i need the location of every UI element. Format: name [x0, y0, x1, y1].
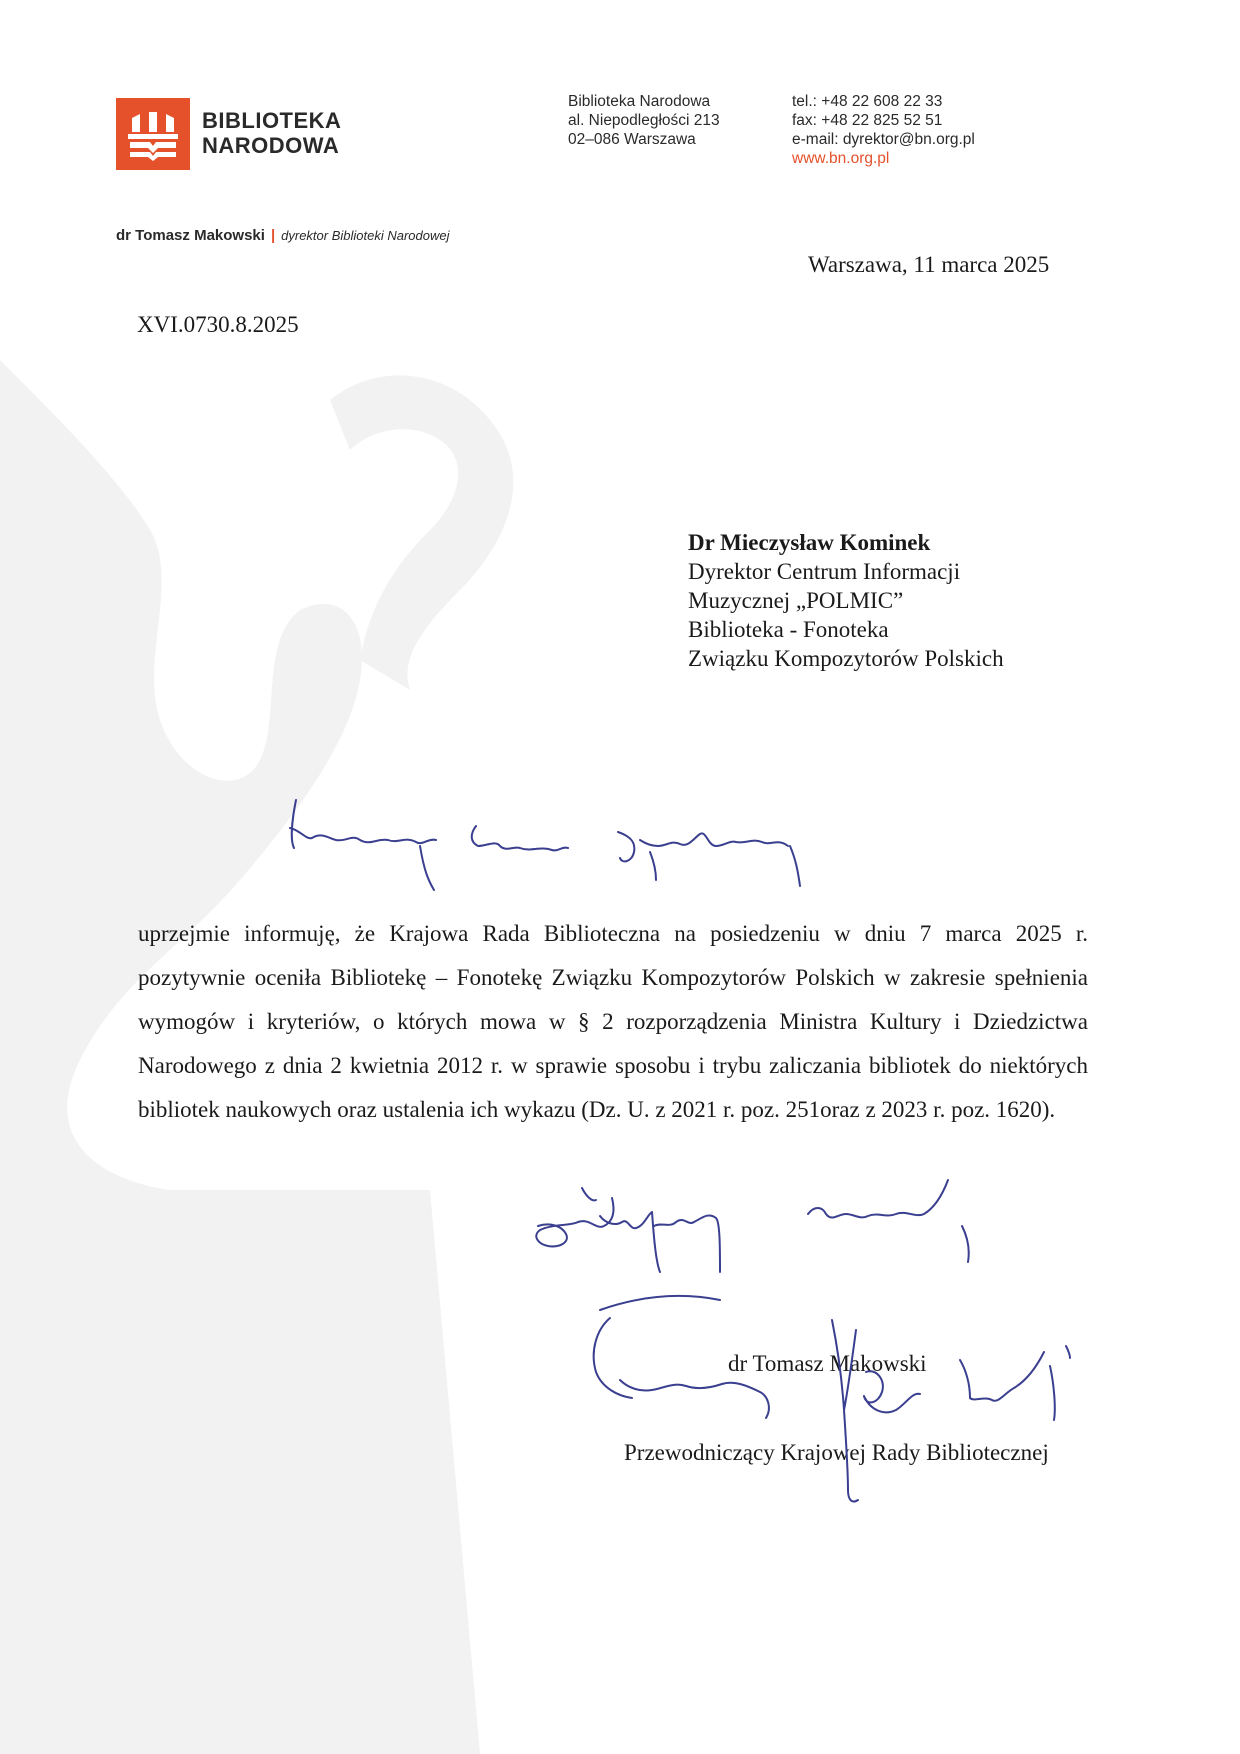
address-line: 02–086 Warszawa	[568, 131, 696, 148]
reference-number: XVI.0730.8.2025	[137, 312, 299, 337]
handwritten-closing	[536, 1180, 968, 1272]
email-address: e-mail: dyrektor@bn.org.pl	[792, 131, 975, 148]
address-line: al. Niepodległości 213	[568, 112, 720, 129]
recipient-name: Dr Mieczysław Kominek	[688, 530, 931, 555]
logo-line-2: NARODOWA	[202, 133, 340, 158]
recipient-line: Dyrektor Centrum Informacji	[688, 559, 961, 584]
logo-wordmark	[202, 108, 341, 158]
signer-name: dr Tomasz Makowski	[728, 1351, 927, 1376]
letter-date: Warszawa, 11 marca 2025	[808, 252, 1050, 277]
signer-title: Przewodniczący Krajowej Rady Bibliotecznej	[624, 1440, 1049, 1465]
recipient-line: Związku Kompozytorów Polskich	[688, 646, 1004, 671]
sender-separator: |	[270, 227, 276, 244]
institution-address	[568, 92, 720, 149]
recipient-line: Biblioteka - Fonoteka	[688, 617, 889, 642]
sender-name: dr Tomasz Makowski	[116, 227, 265, 244]
fax-number: fax: +48 22 825 52 51	[792, 112, 943, 129]
logo-line-1: BIBLIOTEKA	[202, 108, 342, 133]
phone-number: tel.: +48 22 608 22 33	[792, 93, 943, 110]
library-logo	[116, 98, 190, 170]
website-link[interactable]: www.bn.org.pl	[792, 150, 890, 167]
crown-books-icon	[116, 98, 190, 170]
letter-body: uprzejmie informuję, że Krajowa Rada Biblioteczna na posiedzeniu w dniu 7 marca 2025 r. pozytywnie oceniła Bibliotekę – Fonotekę Związku Kompozytorów Polskich w zakresie spełnienia wymogów i kryteriów, o których mowa w § 2 rozporządzenia Ministra Kultury i Dziedzictwa Narodowego z dnia 2 kwietnia 2012 r. w sprawie sposobu i trybu zaliczania bibliotek do niektórych bibliotek naukowych oraz ustalenia ich wykazu (Dz. U. z 2021 r. poz. 251oraz z 2023 r. poz. 1620).	[138, 921, 1088, 1122]
contact-block	[792, 92, 975, 168]
sender-role: dyrektor Biblioteki Narodowej	[281, 228, 450, 243]
sender-line	[116, 227, 450, 244]
recipient-line: Muzycznej „POLMIC”	[688, 588, 904, 613]
recipient-block	[688, 528, 1004, 673]
address-line: Biblioteka Narodowa	[568, 93, 711, 110]
handwritten-signature	[594, 1296, 1070, 1502]
